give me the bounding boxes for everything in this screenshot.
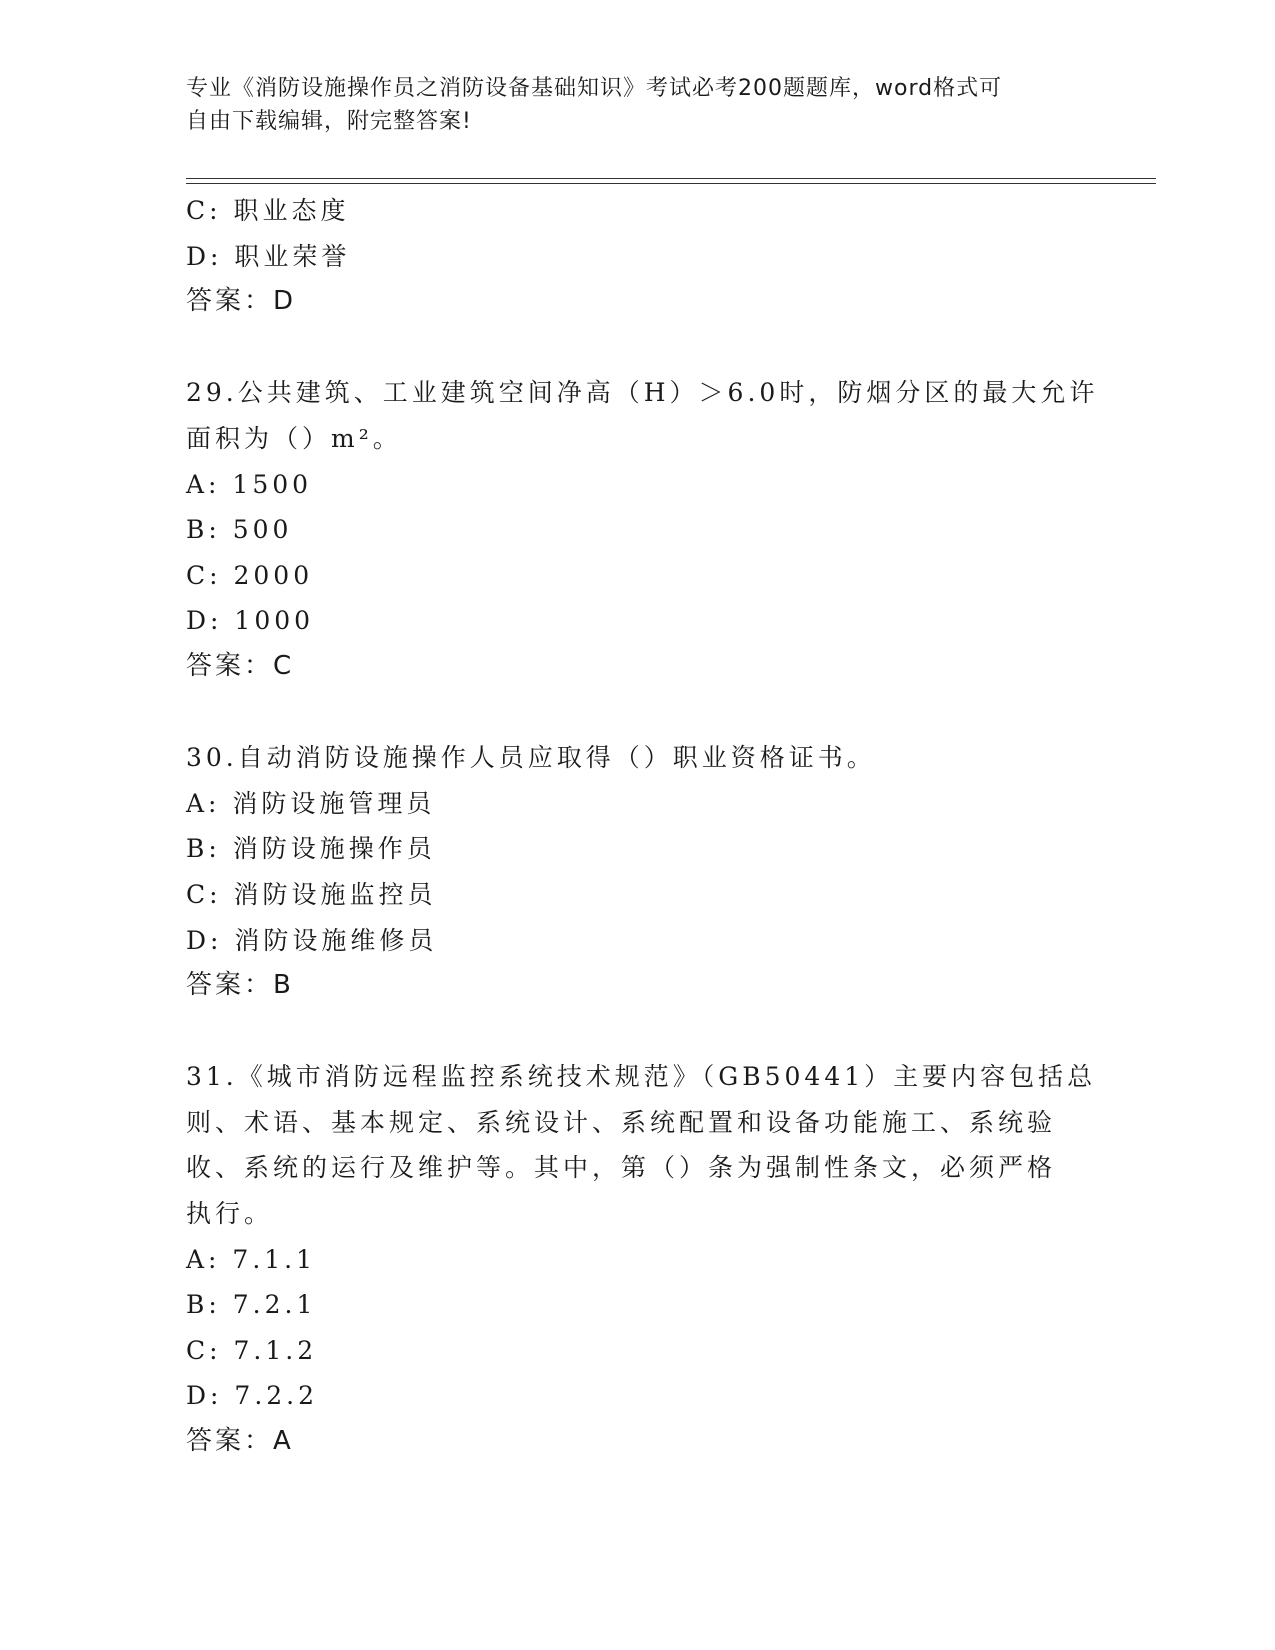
- question-30: [186, 735, 1086, 1009]
- option-c: C: 职业态度: [186, 196, 350, 225]
- header-divider-bottom: [186, 183, 1156, 184]
- option-c: C: 2000: [186, 560, 314, 590]
- question-stem-line: 面积为（）m²。: [186, 423, 402, 453]
- option-c: C: 7.1.2: [186, 1335, 318, 1365]
- option-b: B: 消防设施操作员: [186, 834, 436, 864]
- header-line-2: 自由下载编辑，附完整答案!: [186, 109, 472, 134]
- option-a: A: 7.1.1: [186, 1244, 317, 1274]
- option-a: A: 1500: [186, 469, 313, 499]
- answer-line: 答案：D: [186, 286, 297, 317]
- answer-line: 答案：A: [186, 1426, 294, 1457]
- question-stem-line: 则、术语、基本规定、系统设计、系统配置和设备功能施工、系统验: [186, 1107, 1057, 1137]
- question-stem-line: 收、系统的运行及维护等。其中，第（）条为强制性条文，必须严格: [186, 1153, 1057, 1183]
- question-stem-line: 29.公共建筑、工业建筑空间净高（H）＞6.0时，防烟分区的最大允许: [186, 378, 1099, 408]
- question-29: [186, 370, 1099, 689]
- option-d: D: 职业荣誉: [186, 241, 351, 271]
- document-header: [186, 72, 1066, 138]
- spacer: [186, 690, 1086, 736]
- question-31: [186, 1054, 1097, 1464]
- question-28-continued: [186, 188, 1086, 325]
- spacer: [186, 325, 1086, 371]
- option-b: B: 7.2.1: [186, 1290, 317, 1320]
- header-line-1: 专业《消防设施操作员之消防设备基础知识》考试必考200题题库，word格式可: [186, 76, 1003, 101]
- option-c: C: 消防设施监控员: [186, 879, 437, 909]
- option-b: B: 500: [186, 515, 293, 545]
- answer-line: 答案：B: [186, 970, 294, 1001]
- option-d: D: 1000: [186, 606, 315, 636]
- question-list: [186, 188, 1099, 1465]
- option-a: A: 消防设施管理员: [186, 788, 436, 818]
- answer-line: 答案：C: [186, 650, 295, 681]
- question-stem-line: 执行。: [186, 1199, 274, 1229]
- spacer: [186, 1009, 1086, 1055]
- option-d: D: 消防设施维修员: [186, 925, 438, 955]
- header-divider-top: [186, 178, 1156, 179]
- option-d: D: 7.2.2: [186, 1381, 319, 1411]
- question-stem-line: 30.自动消防设施操作人员应取得（）职业资格证书。: [186, 743, 876, 773]
- question-stem-line: 31.《城市消防远程监控系统技术规范》（GB50441）主要内容包括总: [186, 1062, 1097, 1092]
